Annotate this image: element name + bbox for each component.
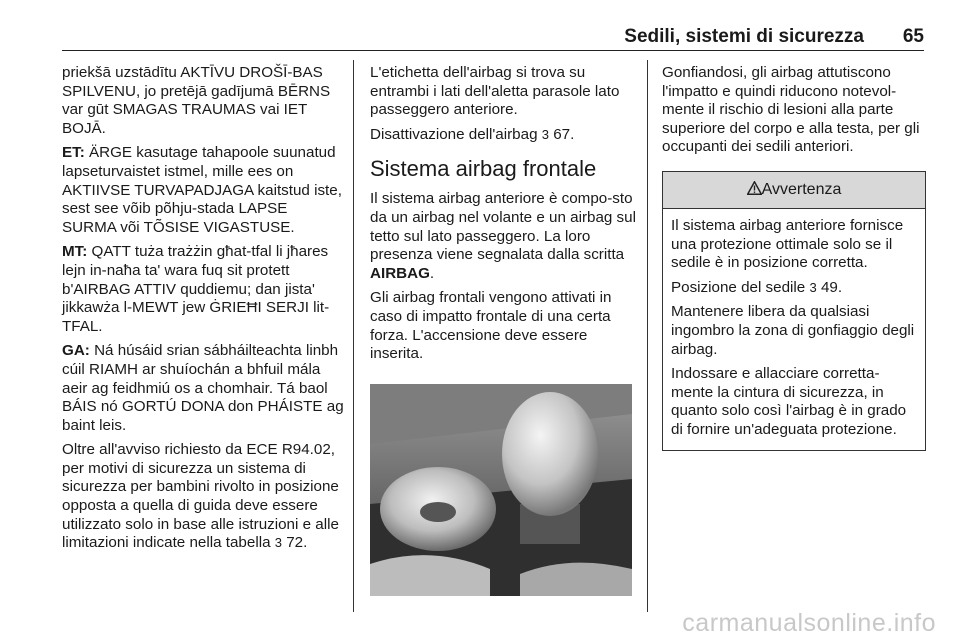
column-2 bbox=[370, 64, 636, 596]
deactivation-text: Disattivazione dell'airbag bbox=[370, 125, 542, 143]
warning-ga-text: Ná húsáid srian sábháilteachta linbh cúil RIAMH ar shuíochán a bhfuil mála aeir ag feidhmiú os a chomhair. Tá baol BÁIS nó GORTÚ DONA don PHÁISTE ag baint leis. bbox=[62, 342, 344, 434]
page-title: Sedili, sistemi di sicurezza bbox=[624, 26, 864, 47]
airbag-photo bbox=[370, 384, 632, 596]
warning-et bbox=[62, 144, 344, 237]
warning-p2 bbox=[671, 279, 917, 298]
seat-position-text: Posizione del sedile bbox=[671, 278, 810, 296]
column-1 bbox=[62, 64, 344, 559]
section-heading: Sistema airbag frontale bbox=[370, 156, 597, 182]
airbag-label: AIRBAG bbox=[370, 264, 430, 282]
column-3 bbox=[662, 64, 928, 451]
warning-title: Avvertenza bbox=[761, 180, 842, 198]
warning-mt-text: QATT tuża trażżin għat-tfal li jħares lejn in-naħa ta' wara fuq sit protett b'AIRBAG ATTIV quddiemu; dan jista' jikkawża l-MEWT jew ĠRIEĦI SERJI lit-TFAL. bbox=[62, 243, 330, 335]
lang-label-et: ET: bbox=[62, 144, 85, 162]
ece-note-text: Oltre all'avviso richiesto da ECE R94.02, per motivi di sicurezza un sistema di sicurezza per bambini rivolto in posizione opposta a quella di guida deve essere utilizzato solo in base alle istruzioni e alle limitazioni indicate nella tabella bbox=[62, 441, 339, 552]
warning-triangle-icon bbox=[747, 181, 762, 195]
xref-arrow-icon: 3 bbox=[541, 126, 549, 142]
page-header bbox=[62, 26, 924, 50]
warning-p1: Il sistema airbag anteriore fornisce una protezione ottimale solo se il sedile è in posizione corretta. bbox=[671, 216, 904, 272]
warning-lv: priekšā uzstādītu AKTĪVU DROŠĪ-BAS SPILVENU, jo pretējā gadījumā BĒRNS var gūt SMAGAS TRAUMAS vai IET BOJĀ. bbox=[62, 64, 331, 137]
warning-mt bbox=[62, 243, 344, 336]
deactivation-ref bbox=[370, 126, 636, 145]
ece-note bbox=[62, 441, 344, 553]
page-number: 65 bbox=[902, 26, 924, 47]
column-divider-1 bbox=[353, 60, 354, 612]
warning-ga bbox=[62, 342, 344, 435]
xref-link[interactable]: 67. bbox=[553, 125, 575, 143]
warning-box bbox=[662, 171, 926, 451]
warning-body bbox=[663, 209, 925, 450]
airbag-illustration bbox=[370, 384, 632, 596]
xref-link[interactable]: 72. bbox=[286, 534, 308, 552]
lang-label-ga: GA: bbox=[62, 342, 90, 360]
xref-link[interactable]: 49. bbox=[820, 278, 843, 296]
label-location: L'etichetta dell'airbag si trova su entrambi i lati dell'aletta parasole lato passeggero anteriore. bbox=[370, 64, 620, 119]
warning-header bbox=[663, 172, 925, 209]
lang-label-mt: MT: bbox=[62, 243, 88, 261]
xref-arrow-icon: 3 bbox=[809, 279, 817, 295]
airbag-description bbox=[370, 190, 636, 283]
warning-p3: Mantenere libera da qualsiasi ingombro la zona di gonfiaggio degli airbag. bbox=[671, 303, 915, 358]
column-divider-2 bbox=[647, 60, 648, 612]
warning-p4: Indossare e allacciare corretta-mente la cintura di sicurezza, in quanto solo così l'airbag è in grado di fornire un'adeguata protezione. bbox=[671, 365, 907, 438]
header-rule bbox=[62, 50, 924, 51]
airbag-desc-end: . bbox=[429, 264, 435, 282]
watermark: carmanualsonline.info bbox=[682, 609, 936, 637]
airbag-desc-text: Il sistema airbag anteriore è compo-sto da un airbag nel volante e un airbag sul tetto sul lato passeggero. La loro presenza viene segnalata dalla scritta bbox=[370, 190, 636, 264]
airbag-benefit: Gonfiandosi, gli airbag attutiscono l'impatto e quindi riducono notevol-mente il rischio di lesioni alla parte superiore del corpo e alla testa, per gli occupanti dei sedili anteriori. bbox=[662, 64, 920, 156]
airbag-activation: Gli airbag frontali vengono attivati in caso di impatto frontale di una certa forza. L'accensione deve essere inserita. bbox=[370, 289, 612, 363]
warning-et-text: ÄRGE kasutage tahapoole suunatud lapseturvaistet istmel, mille ees on AKTIIVSE TURVAPADJAGA kaitstud iste, sest see võib põhju-stada LAPSE SURMA või TÕSISE VIGASTUSE. bbox=[62, 144, 342, 236]
xref-arrow-icon: 3 bbox=[274, 535, 282, 551]
